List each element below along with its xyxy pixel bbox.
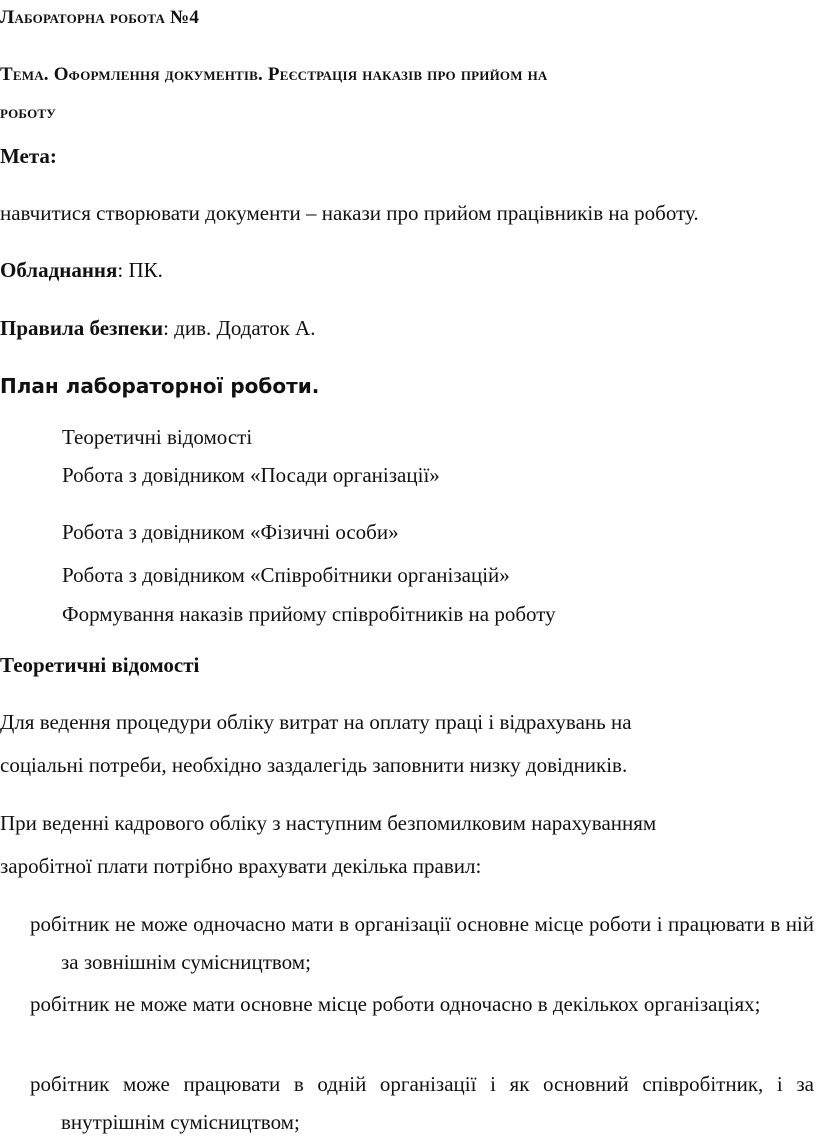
safety-text: : див. Додаток А. bbox=[163, 316, 316, 340]
plan-title: План лабораторної роботи. bbox=[0, 374, 320, 398]
theory-paragraph-1-line-2: соціальні потреби, необхідно заздалегідь заповнити низку довідників. bbox=[0, 753, 628, 777]
theory-paragraph-2-line-1: При веденні кадрового обліку з наступним безпомилковим нарахуванням bbox=[0, 811, 657, 835]
plan-item: Робота з довідником «Співробітники організацій» bbox=[62, 563, 510, 587]
goal-text: навчитися створювати документи – накази про прийом працівників на роботу. bbox=[0, 201, 699, 225]
theory-paragraph-2-line-2: заробітної плати потрібно врахувати декілька правил: bbox=[0, 854, 482, 878]
plan-item: Теоретичні відомості bbox=[62, 425, 253, 449]
equipment-line bbox=[0, 257, 163, 283]
rule-list-item: робітник не може одночасно мати в організації основне місце роботи і працювати в ній за зовнішнім сумісництвом; bbox=[30, 912, 814, 974]
goal-label: Мета: bbox=[0, 144, 57, 168]
theory-paragraph-1-line-1: Для ведення процедури обліку витрат на оплату праці і відрахувань на bbox=[0, 710, 632, 734]
topic-line-1: Тема. Оформлення документів. Реєстрація наказів про прийом на bbox=[0, 64, 548, 85]
plan-item: Робота з довідником «Посади організації» bbox=[62, 463, 440, 487]
topic-line-2: роботу bbox=[0, 102, 57, 123]
safety-line bbox=[0, 315, 315, 341]
rule-list-item: робітник може працювати в одній організації і як основний співробітник, і за внутрішнім сумісництвом; bbox=[30, 1072, 814, 1134]
safety-label: Правила безпеки bbox=[0, 316, 164, 340]
plan-item: Робота з довідником «Фізичні особи» bbox=[62, 520, 399, 544]
equipment-text: : ПК. bbox=[117, 258, 163, 282]
equipment-label: Обладнання bbox=[0, 258, 118, 282]
plan-item: Формування наказів прийому співробітників на роботу bbox=[62, 602, 556, 626]
theory-heading: Теоретичні відомості bbox=[0, 653, 200, 677]
rule-list-item: робітник не може мати основне місце роботи одночасно в декількох організаціях; bbox=[30, 992, 761, 1016]
lab-title: Лабораторна робота №4 bbox=[0, 7, 200, 28]
